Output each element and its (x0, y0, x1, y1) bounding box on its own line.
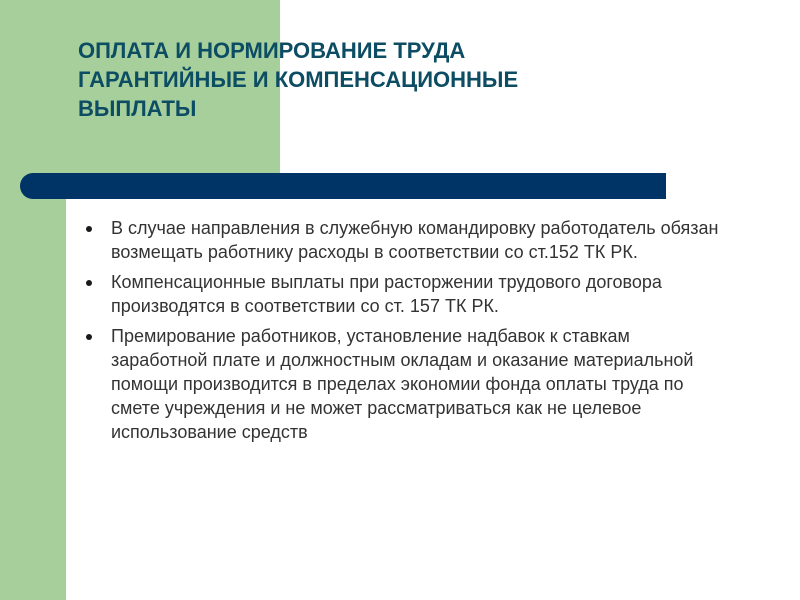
bullet-item-compensation-payments (86, 270, 726, 318)
bullet-dot-icon (86, 280, 92, 286)
bullet-dot-icon (86, 226, 92, 232)
bullet-list (86, 216, 726, 450)
bullet-text: Премирование работников, установление надбавок к ставкам заработной плате и должностным окладам и оказание материальной помощи производится в пределах экономии фонда оплаты труда по смете учреждения и не может рассматриваться как не целевое использование средств (111, 326, 694, 442)
bullet-text: Компенсационные выплаты при расторжении трудового договора производятся в соответствии со ст. 157 ТК РК. (111, 272, 662, 316)
slide-title: ОПЛАТА И НОРМИРОВАНИЕ ТРУДА ГАРАНТИЙНЫЕ И КОМПЕНСАЦИОННЫЕ ВЫПЛАТЫ (78, 38, 519, 121)
title-divider-bar (20, 173, 666, 199)
bullet-item-bonuses (86, 324, 726, 444)
bullet-dot-icon (86, 334, 92, 340)
bullet-item-travel-expenses (86, 216, 726, 264)
bullet-text: В случае направления в служебную командировку работодатель обязан возмещать работнику расходы в соответствии со ст.152 ТК РК. (111, 218, 719, 262)
